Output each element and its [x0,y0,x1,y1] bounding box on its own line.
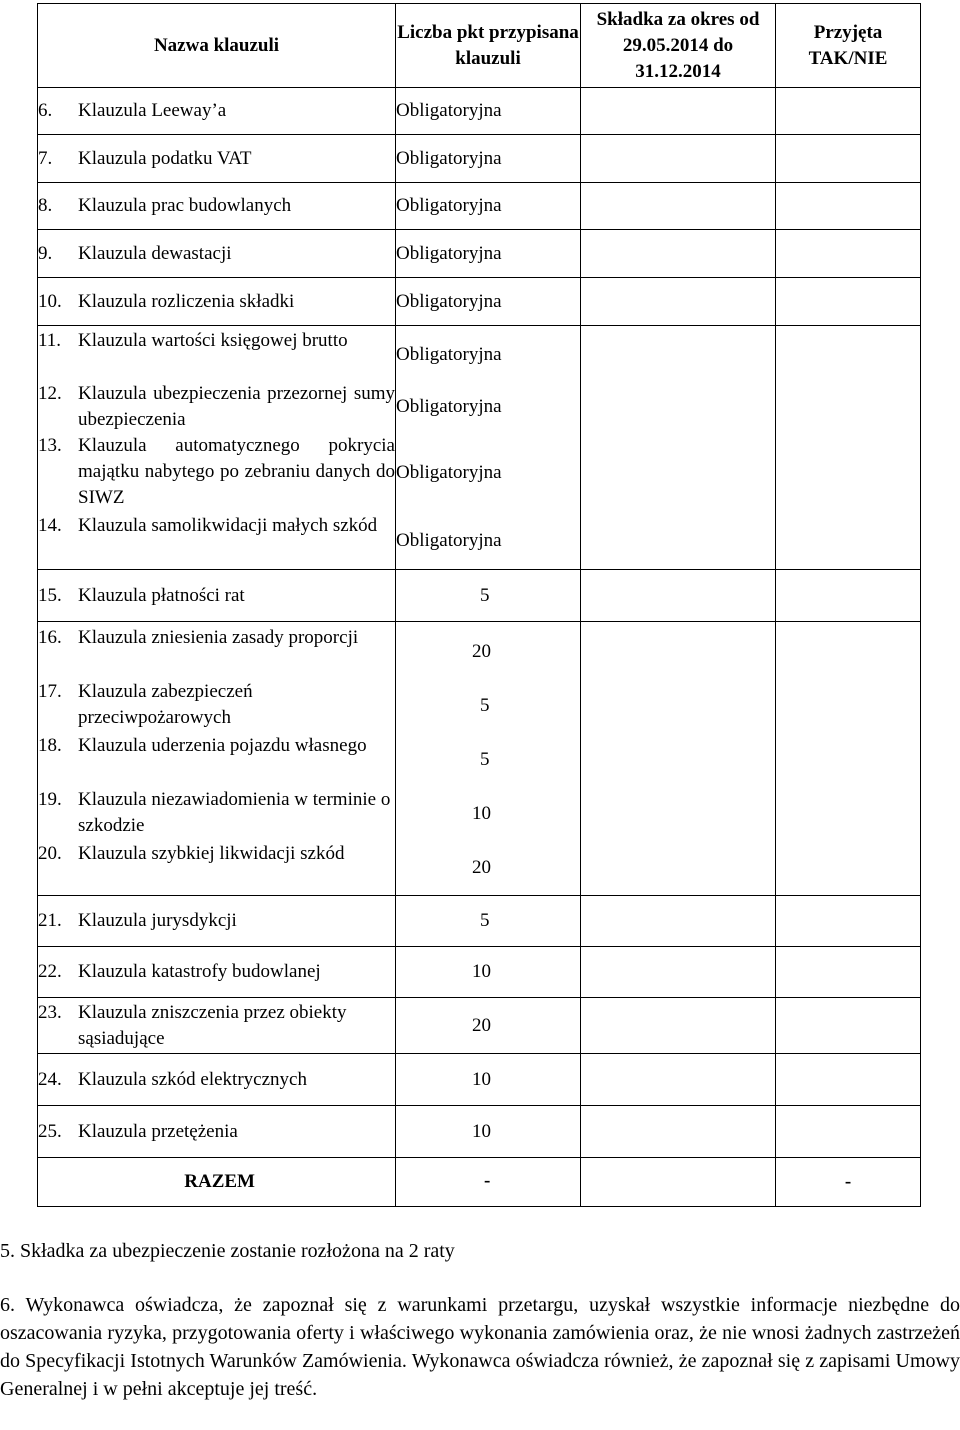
row-number: 6. [38,100,53,121]
clause-points: Obligatoryjna [396,135,581,183]
table-row [38,278,921,326]
accepted-cell[interactable] [776,947,921,998]
table-row [38,135,921,183]
note-installments: 5. Składka za ubezpieczenie zostanie rozłożona na 2 raty [0,1240,455,1262]
clause-name: Klauzula automatycznego pokrycia majątku nabytego po zebraniu danych do SIWZ [78,435,395,508]
clause-points: 5 [396,896,581,947]
accepted-cell[interactable] [776,326,921,570]
premium-cell[interactable] [581,278,776,326]
row-number: 25. [38,1120,62,1142]
clause-points: 5 [396,570,581,622]
clause-points: 5 [480,749,490,770]
total-row [38,1158,921,1207]
row-number: 23. [38,1001,62,1023]
header-name: Nazwa klauzuli [38,4,396,88]
row-number: 14. [38,515,62,536]
row-number: 17. [38,681,62,702]
row-number: 16. [38,627,62,648]
clause-name: Klauzula zabezpieczeń przeciwpożarowych [78,681,253,728]
premium-cell[interactable] [581,1054,776,1106]
premium-cell[interactable] [581,570,776,622]
table-row [38,896,921,947]
accepted-cell[interactable] [776,135,921,183]
note-declaration: 6. Wykonawca oświadcza, że zapoznał się z warunkami przetargu, uzyskał wszystkie informacje niezbędne do oszacowania ryzyka, przygotowania oferty i właściwego wykonania zamówienia oraz, że nie wnosi żadnych zastrzeżeń do Specyfikacji Istotnych Warunków Zamówienia. Wykonawca oświadcza również, że zapoznał się z zapisami Umowy Generalnej i w pełni akceptuje jej treść. [0,1294,960,1400]
premium-cell[interactable] [581,88,776,135]
total-premium-value: - [484,1170,491,1191]
clause-name: Klauzula samolikwidacji małych szkód [78,515,378,536]
row-number: 24. [38,1068,62,1090]
table-row [38,570,921,622]
clause-name: Klauzula przetężenia [78,1120,238,1142]
clause-points: 20 [472,641,491,662]
clause-points: Obligatoryjna [396,343,502,365]
clause-points: Obligatoryjna [396,88,581,135]
row-number: 21. [38,910,62,931]
accepted-cell[interactable] [776,896,921,947]
table-row [38,947,921,998]
clauses-table [37,3,921,1207]
clause-points: 20 [396,998,581,1054]
premium-cell[interactable] [581,622,776,896]
clause-name: Klauzula zniszczenia przez obiekty sąsiadujące [78,1001,347,1049]
row-number: 10. [38,290,62,312]
row-number: 7. [38,147,53,169]
table-row [38,183,921,230]
clause-points: 10 [472,803,491,824]
clause-name: Klauzula szybkiej likwidacji szkód [78,843,345,864]
premium-cell[interactable] [581,998,776,1054]
row-number: 13. [38,435,62,456]
clause-points: 10 [396,1054,581,1106]
row-number: 18. [38,735,62,756]
accepted-cell[interactable] [776,570,921,622]
clause-points: Obligatoryjna [396,462,502,483]
table-row-group [38,326,921,570]
clause-name: Klauzula niezawiadomienia w terminie o szkodzie [78,789,391,836]
clause-name: Klauzula Leeway’a [78,100,227,121]
clause-name: Klauzula rozliczenia składki [78,290,295,312]
table-row [38,230,921,278]
total-premium [484,1158,776,1207]
clause-name: Klauzula zniesienia zasady proporcji [78,627,359,648]
header-premium: Składka za okres od 29.05.2014 do 31.12.2014 [581,4,776,88]
accepted-cell[interactable] [776,230,921,278]
table-row [38,998,921,1054]
clause-name: Klauzula szkód elektrycznych [78,1068,307,1090]
header-points: Liczba pkt przypisana klauzuli [396,4,581,88]
total-accepted: - [776,1158,921,1207]
premium-cell[interactable] [581,135,776,183]
row-number: 20. [38,843,62,864]
table-row [38,1054,921,1106]
clause-points: 5 [480,695,490,716]
table-row [38,88,921,135]
clause-name: Klauzula prac budowlanych [78,195,292,216]
clause-points: 20 [472,857,491,878]
accepted-cell[interactable] [776,278,921,326]
header-row [38,4,921,88]
header-accepted: Przyjęta TAK/NIE [776,4,921,88]
clause-name: Klauzula jurysdykcji [78,910,237,931]
clause-points: 10 [396,1106,581,1158]
clause-points: Obligatoryjna [396,183,581,230]
premium-cell[interactable] [581,947,776,998]
accepted-cell[interactable] [776,88,921,135]
accepted-cell[interactable] [776,1054,921,1106]
accepted-cell[interactable] [776,1106,921,1158]
clause-points: Obligatoryjna [396,278,581,326]
row-number: 15. [38,584,62,606]
clause-name: Klauzula ubezpieczenia przezornej sumy ubezpieczenia [78,383,395,430]
row-number: 19. [38,789,62,810]
accepted-cell[interactable] [776,183,921,230]
premium-cell[interactable] [581,1106,776,1158]
clause-points: Obligatoryjna [396,396,502,417]
clause-points: Obligatoryjna [396,530,502,551]
clause-name: Klauzula uderzenia pojazdu własnego [78,735,367,756]
premium-cell[interactable] [581,230,776,278]
premium-cell[interactable] [581,896,776,947]
accepted-cell[interactable] [776,998,921,1054]
clause-name: Klauzula wartości księgowej brutto [78,330,348,351]
accepted-cell[interactable] [776,622,921,896]
row-number: 8. [38,195,53,216]
table-row-group [38,622,921,896]
total-label: RAZEM [38,1158,396,1207]
clause-name: Klauzula płatności rat [78,584,245,606]
row-number: 12. [38,383,62,404]
row-number: 9. [38,242,53,264]
clause-name: Klauzula katastrofy budowlanej [78,961,321,982]
clause-name: Klauzula podatku VAT [78,147,252,169]
table-row [38,1106,921,1158]
row-number: 22. [38,961,62,982]
premium-cell[interactable] [581,326,776,570]
row-number: 11. [38,330,62,351]
clause-points: 10 [396,947,581,998]
clause-points: Obligatoryjna [396,230,581,278]
premium-cell[interactable] [581,183,776,230]
clause-name: Klauzula dewastacji [78,242,232,264]
